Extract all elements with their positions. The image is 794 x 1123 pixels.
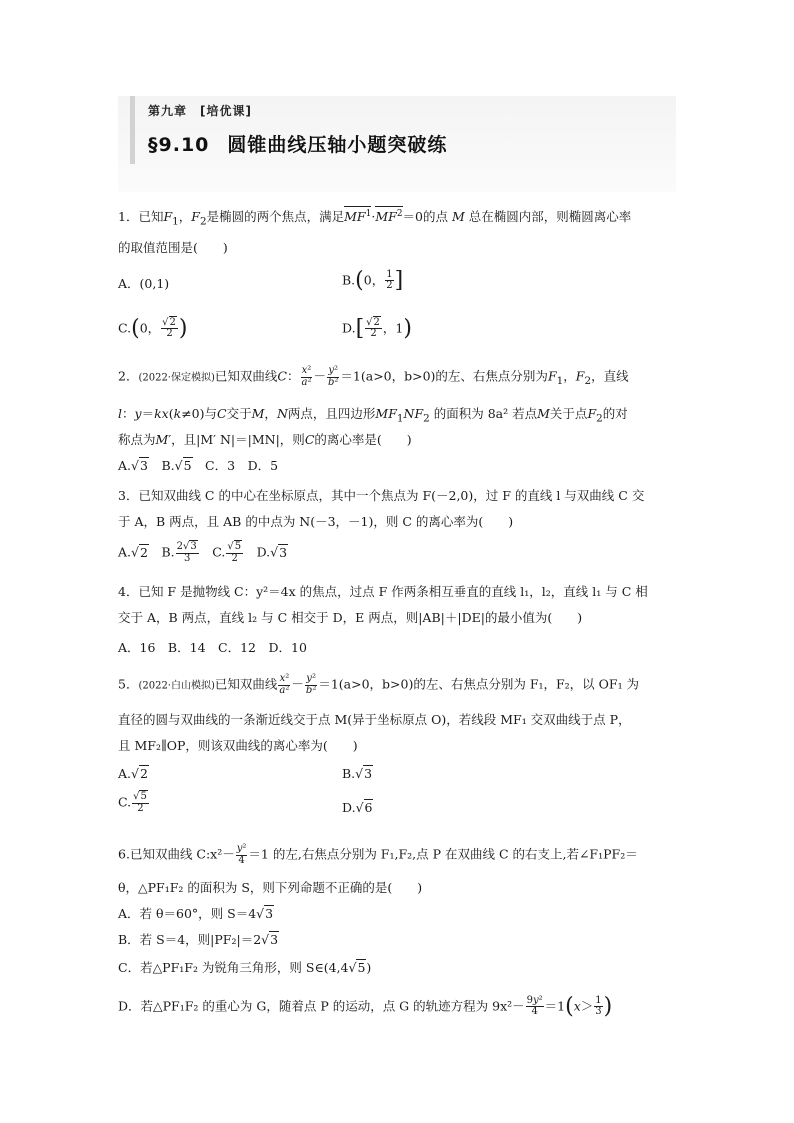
q1-line1: 1．已知$F_1$，$F_2$是椭圆的两个焦点，满足$MF^1\cdot MF^2=0$的点 M 总在椭圆内部，则椭圆离心率 [118,209,632,228]
q6-option-a: A．若 θ＝60°，则 S＝4√3 [118,906,274,921]
q6-line1: 6.已知双曲线 C:x²－ $\frac{\text{y²}}{4}$ ＝1 的左,右焦点分别为 F₁,F₂,点 P 在双曲线 C 的右支上,若∠F₁PF₂＝ [118,843,638,866]
chapter-label: 第九章 [培优课] [148,104,252,118]
q3-line1: 3．已知双曲线 C 的中心在坐标原点，其中一个焦点为 F(－2,0)，过 F 的直线 l 与双曲线 C 交 [118,488,645,503]
q6-option-d: D．若△PF₁F₂ 的重心为 G，随着点 P 的运动，点 G 的轨迹方程为 9x²－ $\frac{\text{9y²}}{4}$ ＝1(x＞ $\frac{1}{3}$ ) [118,994,613,1019]
q2-options: A.√3 B.√5 C．3 D．5 [118,458,279,473]
q5-line3: 且 MF₂∥OP，则该双曲线的离心率为( ) [118,738,358,753]
q5-line2: 直径的圆与双曲线的一条渐近线交于点 M(异于坐标原点 O)，若线段 MF₁ 交双曲线于点 P， [118,712,631,727]
q3-options: A.√2 B. $\frac{2√3}{3}$ C. $\frac{√5}{2}$ D.√3 [118,541,288,564]
q3-line2: 于 A，B 两点，且 AB 的中点为 N(－3，－1)，则 C 的离心率为( ) [118,514,514,529]
q5-option-b: B.√3 [342,766,373,781]
q2-line3: 称点为M′，且|M′ N|＝|MN|，则C的离心率是( ) [118,432,412,447]
q4-options: A．16 B．14 C．12 D．10 [118,640,307,655]
q4-line2: 交于 A，B 两点，直线 l₂ 与 C 相交于 D，E 两点，则|AB|＋|DE|的最小值为( ) [118,610,583,625]
q4-line1: 4．已知 F 是抛物线 C：y²＝4x 的焦点，过点 F 作两条相互垂直的直线 l₁，l₂，直线 l₁ 与 C 相 [118,584,648,599]
chapter-header [118,96,676,192]
q2-line2: l：y＝kx(k≠0)与C交于M，N两点，且四边形$MF_1NF_2$ 的面积为 8a² 若点M关于点$F_2$的对 [118,406,628,425]
section-name: 圆锥曲线压轴小题突破练 [227,134,448,156]
q1-option-c: C.(0， $\frac{√2}{2}$ ) [118,316,188,341]
q5-option-c: C. $\frac{√5}{2}$ [118,791,147,814]
q1-option-b: B.(0， $\frac{1}{2}$ ] [342,268,404,293]
header-accent-bar [130,96,135,164]
q5-option-d: D.√6 [342,800,373,815]
q1-option-a: A．(0,1) [118,276,170,291]
q1-option-d: D.[ $\frac{√2}{2}$ ，1) [342,316,412,341]
q6-option-b: B．若 S＝4，则|PF₂|＝2√3 [118,932,279,947]
section-title [148,130,447,157]
q6-option-c: C．若△PF₁F₂ 为锐角三角形，则 S∈(4,4√5) [118,960,372,975]
q1-line2: 的取值范围是( ) [118,240,228,255]
q2-line1: 2．(2022·保定模拟)已知双曲线C： $\frac{\text{x²}}{\text{a²}}$ － $\frac{\text{y²}}{\text{b²}}$ ＝1(a>0，b>0)的左、右焦点分别为$F_1$，$F_2$，直线 [118,365,629,388]
q6-line2: θ，△PF₁F₂ 的面积为 S，则下列命题不正确的是( ) [118,880,423,895]
q5-option-a: A.√2 [118,766,148,781]
q5-line1: 5．(2022·白山模拟)已知双曲线 $\frac{\text{x²}}{\text{a²}}$ － $\frac{\text{y²}}{\text{b²}}$ ＝1(a>0，b>0)的左、右焦点分别为 F₁，F₂，以 OF₁ 为 [118,673,640,696]
section-number: §9.10 [148,134,210,156]
